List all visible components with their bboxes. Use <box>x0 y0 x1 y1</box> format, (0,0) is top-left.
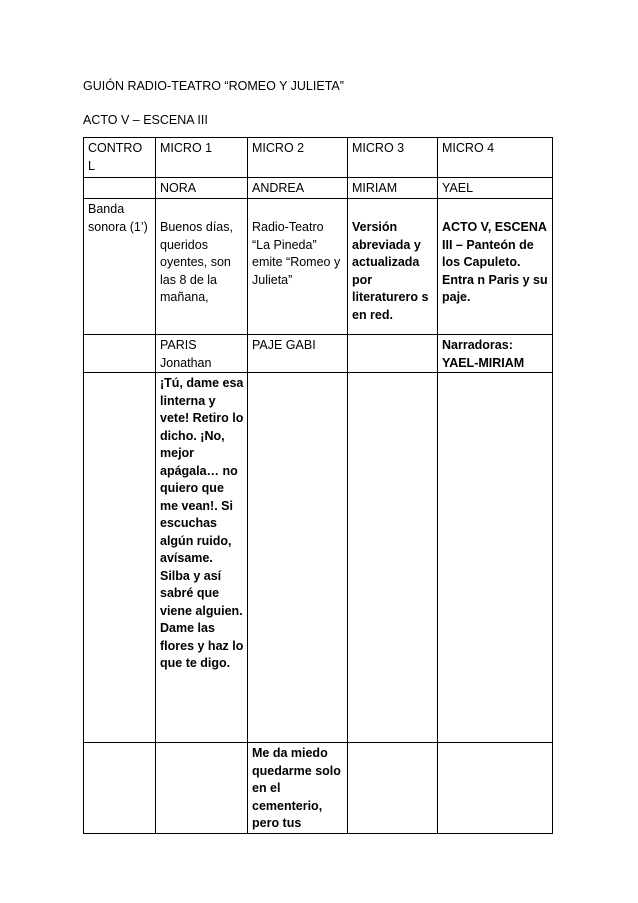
table-row <box>84 743 553 834</box>
page-title: GUIÓN RADIO-TEATRO “ROMEO Y JULIETA” <box>83 79 344 93</box>
table-cell <box>248 373 348 743</box>
table-cell: Narradoras: YAEL-MIRIAM <box>438 335 553 373</box>
table-cell <box>348 373 438 743</box>
table-row <box>84 373 553 743</box>
header-micro-1: MICRO 1 <box>156 138 248 178</box>
table-cell: MIRIAM <box>348 178 438 199</box>
table-cell <box>84 743 156 834</box>
table-row <box>84 335 553 373</box>
table-cell: PAJE GABI <box>248 335 348 373</box>
script-table <box>83 137 553 834</box>
table-cell <box>348 335 438 373</box>
table-row <box>84 138 553 178</box>
table-cell: Buenos días, queridos oyentes, son las 8 de la mañana, <box>156 199 248 335</box>
header-control: CONTRO L <box>84 138 156 178</box>
table-cell: Versión abreviada y actualizada por literaturero s en red. <box>348 199 438 335</box>
table-cell: Banda sonora (1’) <box>84 199 156 335</box>
table-cell <box>438 743 553 834</box>
table-cell <box>84 178 156 199</box>
page-subtitle: ACTO V – ESCENA III <box>83 113 208 127</box>
header-micro-4: MICRO 4 <box>438 138 553 178</box>
table-cell: PARIS Jonathan <box>156 335 248 373</box>
table-cell: ¡Tú, dame esa linterna y vete! Retiro lo dicho. ¡No, mejor apágala… no quiero que me vean!. Si escuchas algún ruido, avísame. Silba y así sabré que viene alguien. Dame las flores y haz lo que te digo. <box>156 373 248 743</box>
header-micro-2: MICRO 2 <box>248 138 348 178</box>
header-micro-3: MICRO 3 <box>348 138 438 178</box>
table-cell <box>156 743 248 834</box>
table-cell <box>84 335 156 373</box>
table-cell: ANDREA <box>248 178 348 199</box>
table-cell: NORA <box>156 178 248 199</box>
table-row <box>84 199 553 335</box>
table-cell <box>348 743 438 834</box>
table-cell: Me da miedo quedarme solo en el cementerio, pero tus <box>248 743 348 834</box>
table-row <box>84 178 553 199</box>
table-cell <box>84 373 156 743</box>
table-cell: Radio-Teatro “La Pineda” emite “Romeo y Julieta” <box>248 199 348 335</box>
table-cell: YAEL <box>438 178 553 199</box>
table-cell: ACTO V, ESCENA III – Panteón de los Capuleto. Entra n Paris y su paje. <box>438 199 553 335</box>
table-cell <box>438 373 553 743</box>
